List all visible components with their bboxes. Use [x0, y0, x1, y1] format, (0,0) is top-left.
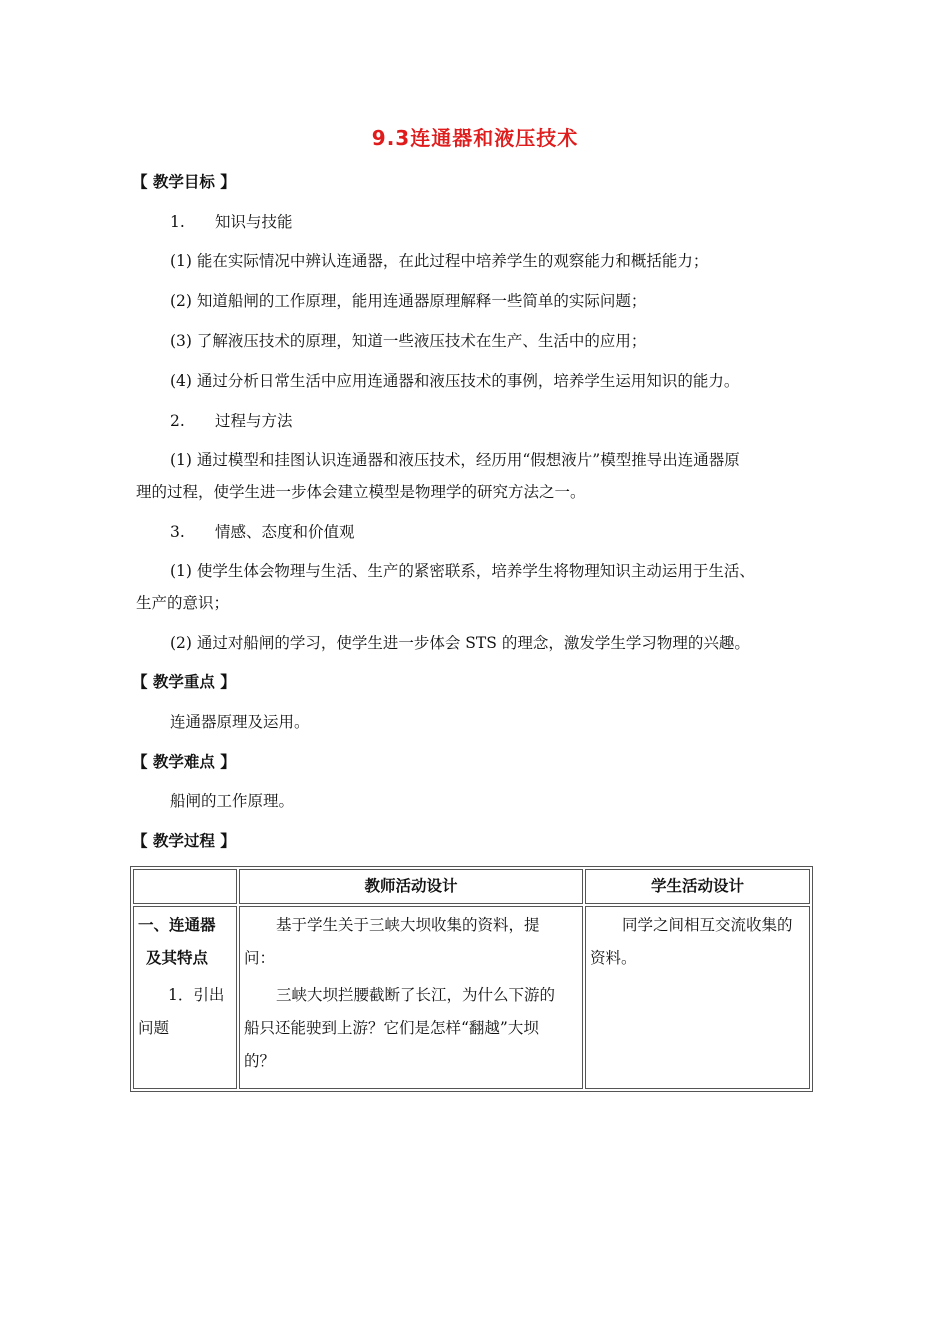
goal-2-number: 2. [170, 412, 185, 430]
teacher-paragraph-1-line-2: 问： [244, 949, 276, 967]
teacher-paragraph-2-line-3: 的？ [244, 1052, 276, 1070]
section-heading-goals: 【 教学目标 】 [132, 173, 236, 191]
student-paragraph-line-2: 资料。 [590, 949, 637, 967]
key-points-text: 连通器原理及运用。 [170, 713, 310, 731]
teacher-paragraph-1-line-1: 基于学生关于三峡大坝收集的资料，提 [276, 916, 540, 934]
subsection-line-2: 问题 [138, 1019, 170, 1037]
goal-2-item-1-line-1: (1) 通过模型和挂图认识连通器和液压技术，经历用“假想液片”模型推导出连通器原 [170, 451, 740, 469]
section-heading-difficulties: 【 教学难点 】 [132, 753, 236, 771]
page-title: 9.3连通器和液压技术 [371, 126, 579, 150]
goal-2-item-1-line-2: 理的过程，使学生进一步体会建立模型是物理学的研究方法之一。 [136, 483, 586, 501]
subsection-line-1: 1．引出 [168, 986, 225, 1004]
section-name-line-1: 一、连通器 [138, 916, 216, 934]
teacher-paragraph-2-line-2: 船只还能驶到上游？它们是怎样“翻越”大坝 [244, 1019, 539, 1037]
goal-3-item-1-line-1: (1) 使学生体会物理与生活、生产的紧密联系，培养学生将物理知识主动运用于生活、 [170, 562, 755, 580]
row-section-cell [133, 906, 237, 1089]
header-teacher-activity: 教师活动设计 [239, 869, 583, 904]
table-row [133, 906, 810, 1089]
goal-1-label: 知识与技能 [214, 213, 293, 231]
section-heading-process: 【 教学过程 】 [132, 832, 236, 850]
section-heading-key-points: 【 教学重点 】 [132, 673, 236, 691]
goal-2-heading [170, 409, 292, 431]
row-student-cell [585, 906, 810, 1089]
goal-1-item-2: (2) 知道船闸的工作原理，能用连通器原理解释一些简单的实际问题； [170, 292, 647, 310]
student-paragraph-line-1: 同学之间相互交流收集的 [622, 916, 793, 934]
goal-1-item-4: (4) 通过分析日常生活中应用连通器和液压技术的事例，培养学生运用知识的能力。 [170, 372, 740, 390]
goal-2-label: 过程与方法 [214, 412, 293, 430]
goal-1-number: 1. [170, 213, 185, 231]
teacher-paragraph-2-line-1: 三峡大坝拦腰截断了长江，为什么下游的 [276, 986, 556, 1004]
header-empty-cell [133, 869, 237, 904]
row-teacher-cell [239, 906, 583, 1089]
goal-1-item-1: (1) 能在实际情况中辨认连通器，在此过程中培养学生的观察能力和概括能力； [170, 252, 709, 270]
table-header-row [133, 869, 810, 904]
goal-3-item-1-line-2: 生产的意识； [136, 594, 230, 612]
goal-1-item-3: (3) 了解液压技术的原理，知道一些液压技术在生产、生活中的应用； [170, 332, 647, 350]
goal-3-label: 情感、态度和价值观 [214, 523, 355, 541]
section-name-line-2: 及其特点 [146, 949, 209, 967]
goal-3-item-2: (2) 通过对船闸的学习，使学生进一步体会 STS 的理念，激发学生学习物理的兴趣。 [170, 634, 750, 652]
difficulties-text: 船闸的工作原理。 [170, 792, 295, 810]
goal-3-number: 3. [170, 523, 185, 541]
process-table [130, 866, 813, 1092]
goal-1-heading [170, 210, 292, 232]
goal-3-heading [170, 520, 354, 542]
header-student-activity: 学生活动设计 [585, 869, 810, 904]
